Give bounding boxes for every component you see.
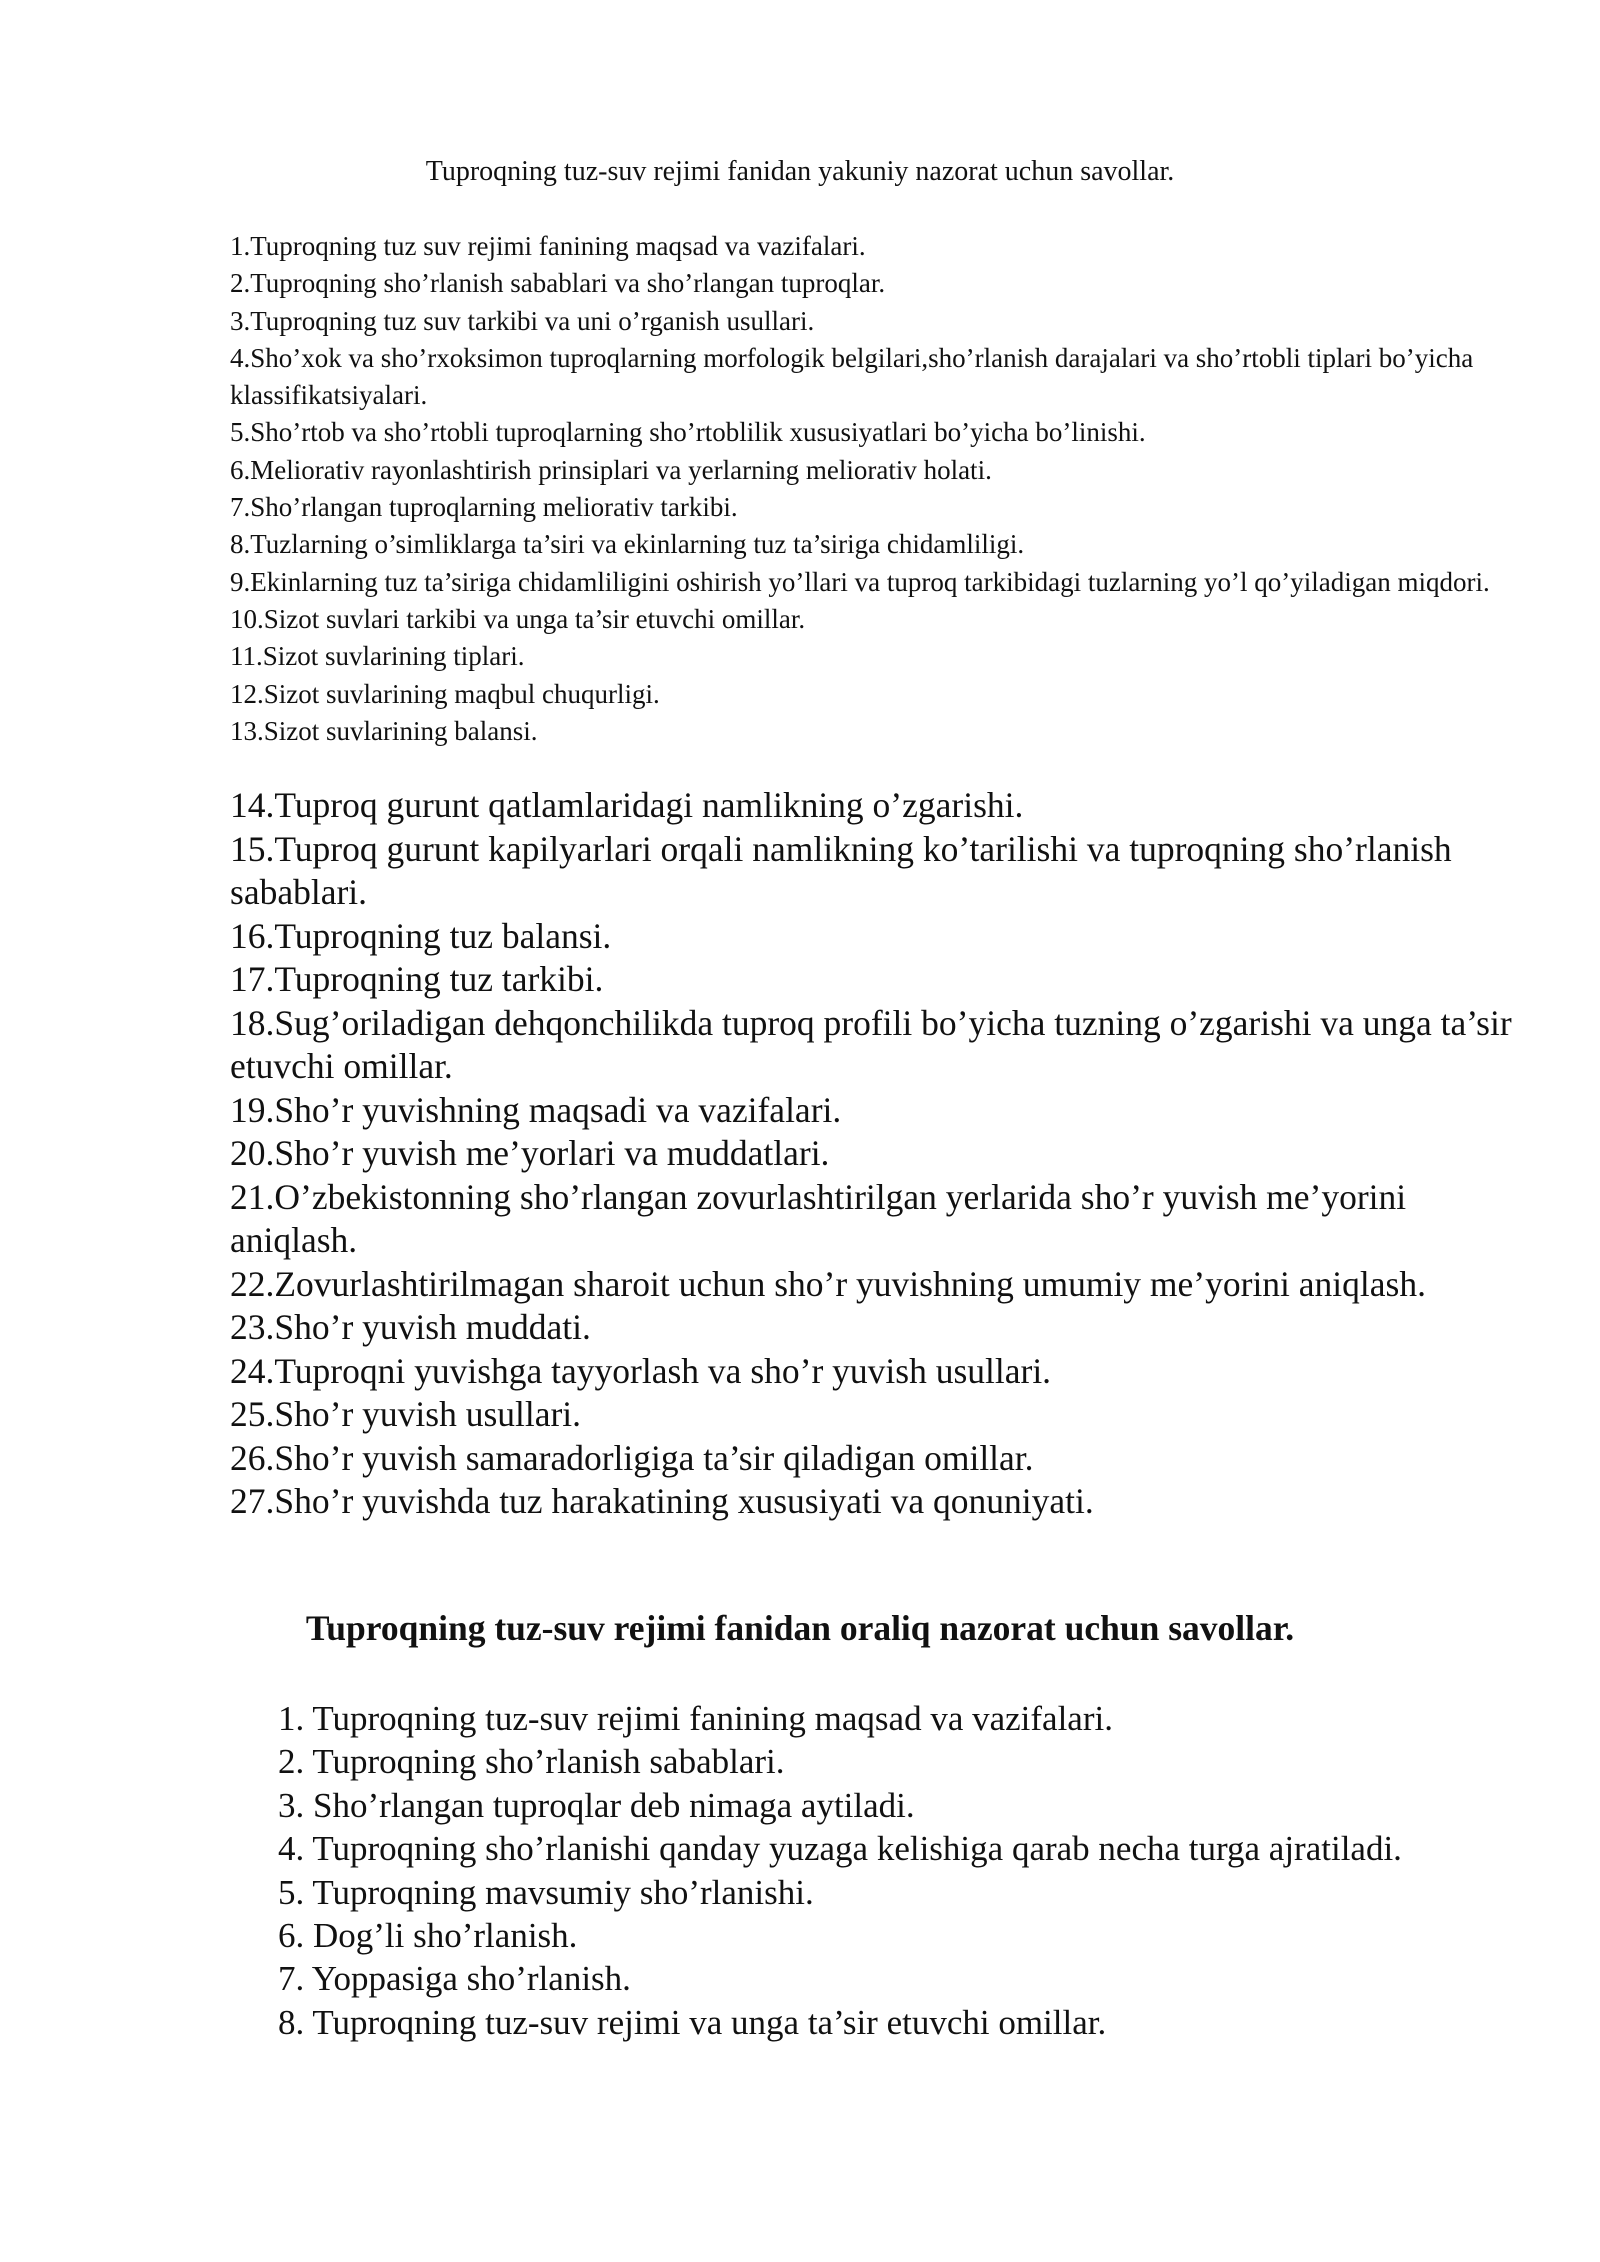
list-item: 27.Sho’r yuvishda tuz harakatining xususiyati va qonuniyati.: [230, 1481, 1094, 1521]
list-item: 3.Tuproqning tuz suv tarkibi va uni o’rganish usullari.: [230, 305, 815, 336]
list-item: 6.Meliorativ rayonlashtirish prinsiplari va yerlarning meliorativ holati.: [230, 454, 992, 485]
list-item: 17.Tuproqning tuz tarkibi.: [230, 959, 604, 999]
list-item: 8. Tuproqning tuz-suv rejimi va unga ta’sir etuvchi omillar.: [278, 2002, 1107, 2042]
final-questions-large-list: [230, 784, 1530, 1524]
list-item: 6. Dog’li sho’rlanish.: [278, 1916, 578, 1956]
list-item: 24.Tuproqni yuvishga tayyorlash va sho’r yuvish usullari.: [230, 1350, 1052, 1391]
list-item: 15.Tuproq gurunt kapilyarlari orqali namlikning ko’tarilishi va tuproqning sho’rlanish sabablari.: [230, 828, 1452, 912]
list-item: 18.Sug’oriladigan dehqonchilikda tuproq profili bo’yicha tuzning o’zgarishi va unga ta’sir etuvchi omillar.: [230, 1002, 1512, 1086]
final-questions-small-list: [230, 228, 1530, 750]
list-item: 14.Tuproq gurunt qatlamlaridagi namlikning o’zgarishi.: [230, 785, 1024, 825]
list-item: 21.O’zbekistonning sho’rlangan zovurlashtirilgan yerlarida sho’r yuvish me’yorini aniqlash.: [230, 1176, 1407, 1260]
list-item: 5. Tuproqning mavsumiy sho’rlanishi.: [278, 1872, 814, 1912]
list-item: 4.Sho’xok va sho’rxoksimon tuproqlarning morfologik belgilari,sho’rlanish darajalari va sho’rtobli tiplari bo’yicha klassifikatsiyalari.: [230, 342, 1474, 411]
list-item: 4. Tuproqning sho’rlanishi qanday yuzaga kelishiga qarab necha turga ajratiladi.: [278, 1829, 1402, 1869]
list-item: 19.Sho’r yuvishning maqsadi va vazifalari.: [230, 1089, 842, 1130]
list-item: 11.Sizot suvlarining tiplari.: [230, 641, 525, 672]
list-item: 25.Sho’r yuvish usullari.: [230, 1394, 582, 1434]
list-item: 7. Yoppasiga sho’rlanish.: [278, 1959, 631, 1999]
list-item: 7.Sho’rlangan tuproqlarning meliorativ tarkibi.: [230, 492, 738, 523]
list-item: 8.Tuzlarning o’simliklarga ta’siri va ekinlarning tuz ta’siriga chidamliligi.: [230, 529, 1025, 560]
midterm-title: Tuproqning tuz-suv rejimi fanidan oraliq nazorat uchun savollar.: [305, 1608, 1295, 1648]
list-item: 1.Tuproqning tuz suv rejimi fanining maqsad va vazifalari.: [230, 231, 866, 261]
midterm-questions-list: [278, 1697, 1528, 2044]
list-item: 23.Sho’r yuvish muddati.: [230, 1307, 591, 1347]
list-item: 13.Sizot suvlarining balansi.: [230, 715, 538, 746]
list-item: 3. Sho’rlangan tuproqlar deb nimaga aytiladi.: [278, 1785, 915, 1825]
final-exam-title: Tuproqning tuz-suv rejimi fanidan yakuniy nazorat uchun savollar.: [425, 156, 1175, 187]
list-item: 20.Sho’r yuvish me’yorlari va muddatlari.: [230, 1133, 830, 1173]
list-item: 22.Zovurlashtirilmagan sharoit uchun sho’r yuvishning umumiy me’yorini aniqlash.: [230, 1263, 1426, 1304]
list-item: 2. Tuproqning sho’rlanish sabablari.: [278, 1742, 785, 1782]
list-item: 10.Sizot suvlari tarkibi va unga ta’sir etuvchi omillar.: [230, 603, 806, 634]
list-item: 26.Sho’r yuvish samaradorligiga ta’sir qiladigan omillar.: [230, 1437, 1034, 1478]
list-item: 1. Tuproqning tuz-suv rejimi fanining maqsad va vazifalari.: [278, 1699, 1113, 1738]
list-item: 12.Sizot suvlarining maqbul chuqurligi.: [230, 678, 660, 709]
list-item: 5.Sho’rtob va sho’rtobli tuproqlarning sho’rtoblilik xususiyatlari bo’yicha bo’linishi.: [230, 417, 1146, 448]
list-item: 9.Ekinlarning tuz ta’siriga chidamliligini oshirish yo’llari va tuproq tarkibidagi tuzlarning yo’l qo’yiladigan miqdori.: [230, 566, 1490, 597]
list-item: 2.Tuproqning sho’rlanish sabablari va sho’rlangan tuproqlar.: [230, 268, 886, 299]
list-item: 16.Tuproqning tuz balansi.: [230, 915, 612, 956]
